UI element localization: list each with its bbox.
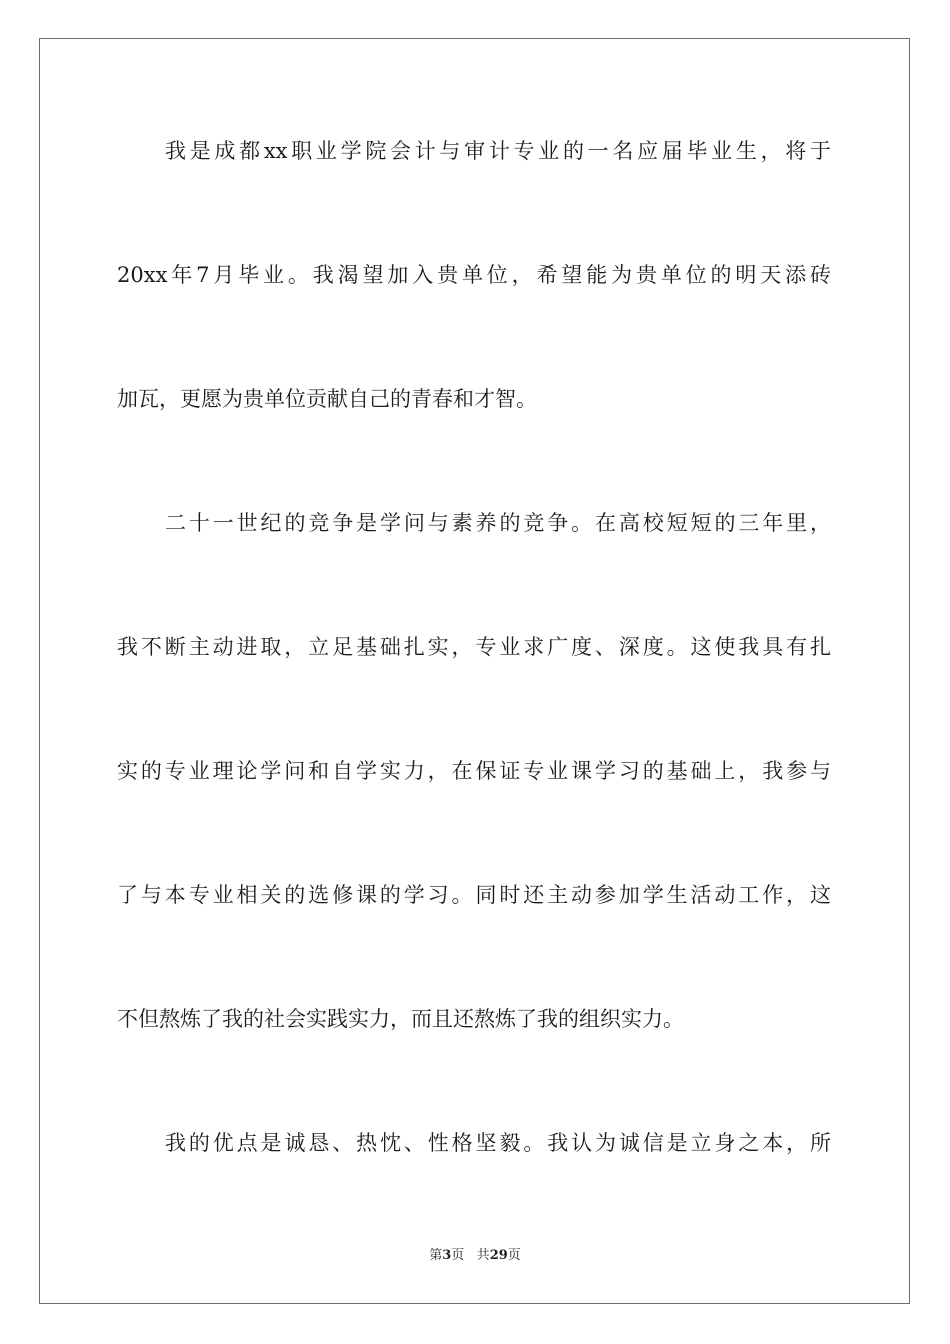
page-number: 3 bbox=[442, 1248, 452, 1263]
paragraph-2-line-5: 不但熬炼了我的社会实践实力，而且还熬炼了我的组织实力。 bbox=[117, 1007, 684, 1031]
paragraph-1-line-2: 20xx年7月毕业。我渴望加入贵单位，希望能为贵单位的明天添砖 bbox=[117, 263, 831, 287]
total-suffix: 页 bbox=[507, 1248, 521, 1263]
paragraph-2-line-1: 二十一世纪的竞争是学问与素养的竞争。在高校短短的三年里， bbox=[165, 511, 831, 535]
total-prefix: 共 bbox=[476, 1248, 490, 1263]
paragraph-2-line-4: 了与本专业相关的选修课的学习。同时还主动参加学生活动工作，这 bbox=[117, 883, 831, 907]
page-border bbox=[39, 38, 910, 1304]
paragraph-3-line-1: 我的优点是诚恳、热忱、性格坚毅。我认为诚信是立身之本，所 bbox=[165, 1131, 831, 1155]
total-pages: 29 bbox=[489, 1248, 508, 1263]
paragraph-2-line-2: 我不断主动进取，立足基础扎实，专业求广度、深度。这使我具有扎 bbox=[117, 635, 831, 659]
page-prefix: 第 bbox=[429, 1248, 443, 1263]
paragraph-1-line-3: 加瓦，更愿为贵单位贡献自己的青春和才智。 bbox=[117, 387, 537, 411]
page-suffix: 页 bbox=[451, 1248, 465, 1263]
paragraph-1-line-1: 我是成都xx职业学院会计与审计专业的一名应届毕业生，将于 bbox=[165, 139, 831, 163]
page-footer bbox=[0, 1247, 950, 1265]
paragraph-2-line-3: 实的专业理论学问和自学实力，在保证专业课学习的基础上，我参与 bbox=[117, 759, 831, 783]
